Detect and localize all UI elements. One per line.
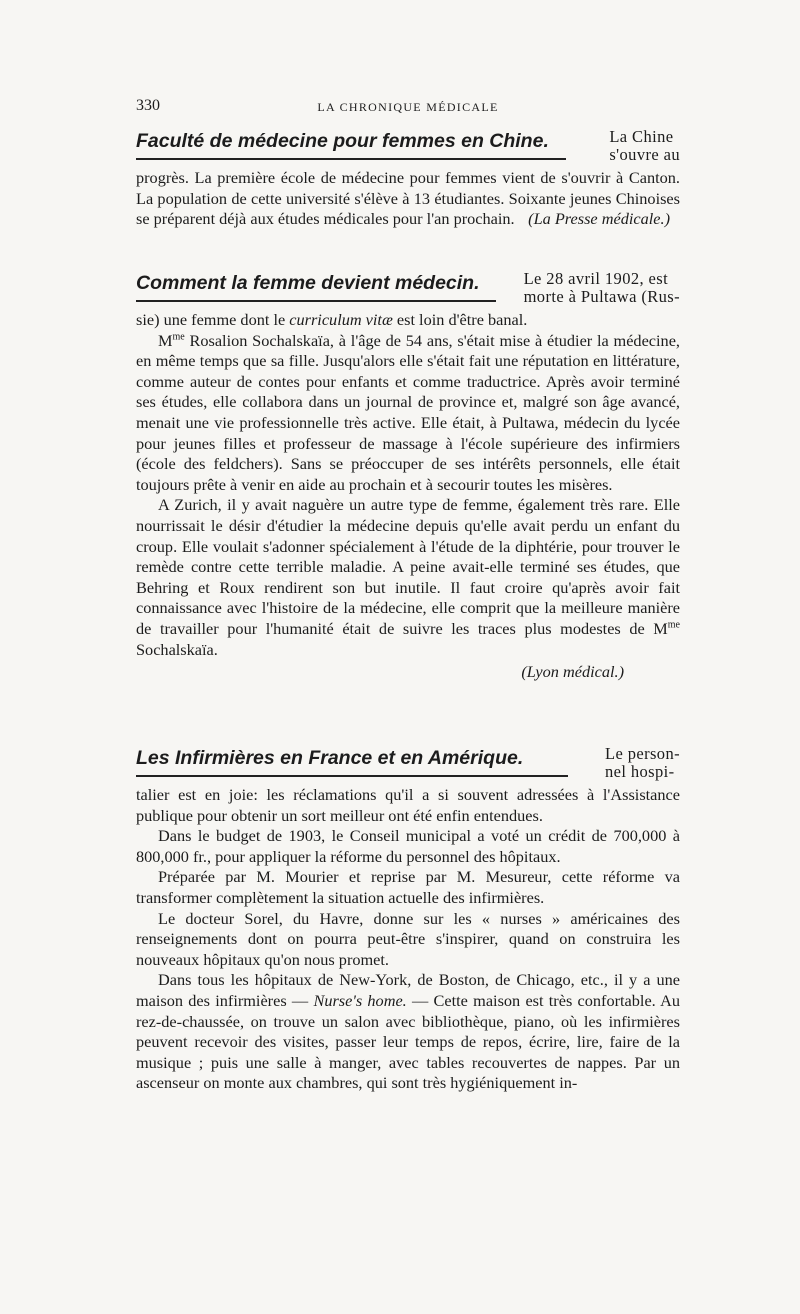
article-title: Les Infirmières en France et en Amérique. [136,747,524,769]
title-aside [524,270,680,306]
title-underline [136,158,566,160]
text-run: Dans tous les hôpitaux de New-York, de Boston, de Chicago, etc., il y a une maison des infirmières — [136,970,680,1010]
journal-title: LA CHRONIQUE MÉDICALE [317,100,499,114]
aside-line: Le person- [604,744,680,763]
text-run: sie) une femme dont le [136,310,290,329]
article-heading-row [136,270,680,310]
aside-line: s'ouvre au [609,145,680,164]
article-heading-row [136,745,680,785]
article-femme-medecin [136,270,680,683]
title-aside [609,128,680,164]
article-heading-row [136,128,680,168]
paragraph: Préparée par M. Mourier et reprise par M. Mesureur, cette réforme va transformer complètement la situation actuelle des infirmières. [136,867,680,907]
text-run: — Cette maison est très confortable. Au rez-de-chaussée, on trouve un salon avec bibliothèque, piano, où les infirmières peuvent recevoir des visites, passer leur temps de repos, écrire, lire, faire de la musique ; puis une salle à manger, avec tables recouvertes de nappes. Par un ascenseur on monte aux chambres, qui sont très hygiéniquement in- [136,990,680,1093]
text-run: M [653,618,668,638]
paragraph [136,310,680,331]
aside-line: nel hospi- [604,762,675,781]
article-source: (La Presse médicale.) [528,209,670,229]
article-title: Faculté de médecine pour femmes en Chine. [136,130,549,152]
text-run: A Zurich, il y avait naguère un autre type de femme, également très rare. Elle nourrissait le désir d'étudier la médecine depuis qu'elle avait perdu un enfant du croup. Elle voulait s'adonner spécialement à l'étude de la diphtérie, pour trouver le remède contre cette terrible maladie. A peine avait-elle terminé ses études, que Behring et Roux rendirent son but inutile. Il faut croire qu'après avoir fait connaissance avec l'histoire de la médecine, elle comprit que la meilleure manière de travailler pour l'humanité était de suivre les traces plus modestes de [136,495,680,638]
paragraph: talier est en joie: les réclamations qu'il a si souvent adressées à l'Assistance publique pour obtenir un sort meilleur ont été enfin entendues. [136,785,680,825]
text-run: Sochalskaïa. [136,639,218,659]
title-aside [605,745,680,781]
italic-term: curriculum vitæ [289,310,393,329]
paragraph [136,331,680,496]
aside-line: morte à Pultawa (Rus- [523,287,680,306]
aside-line: Le 28 avril 1902, est [523,269,669,288]
text-run: est loin d'être banal. [392,310,528,329]
paragraph [136,970,680,1094]
paragraph [136,495,680,660]
article-infirmieres [136,745,680,1094]
article-china [136,128,680,230]
paragraph: Le docteur Sorel, du Havre, donne sur les « nurses » américaines des renseignements dont on pourra peut-être s'inspirer, quand on construira les nouveaux hôpitaux qu'on nous promet. [136,908,680,969]
paragraph: Dans le budget de 1903, le Conseil municipal a voté un crédit de 700,000 à 800,000 fr., pour appliquer la réforme du personnel des hôpitaux. [136,826,680,866]
text-run: Rosalion Sochalskaïa, à l'âge de 54 ans, s'était mise à étudier la médecine, en même temps que sa fille. Jusqu'alors elle s'était fait une réputation en littérature, comme auteur de contes pour enfants et comme traductrice. Après avoir terminé ses études, elle collabora dans un journal de province et, malgré son âge avancé, menait une vie professionnelle très active. Elle était, à Pultawa, médecin du lycée pour jeunes filles et professeur de massage à l'école supérieure des infirmiers (école des feldchers). Sans se préoccuper de ses intérêts personnels, elle était toujours prête à venir en aide au prochain et à secourir toutes les misères. [136,330,680,494]
title-underline [136,775,568,777]
italic-term: Nurse's home. [313,990,407,1010]
aside-line: La Chine [609,127,674,146]
article-title: Comment la femme devient médecin. [136,272,480,294]
article-source: (Lyon médical.) [521,662,624,682]
title-underline [136,300,496,302]
superscript: me [667,619,680,631]
page-number: 330 [136,97,160,114]
running-header [136,97,680,117]
paragraph: progrès. La première école de médecine pour femmes vient de s'ouvrir à Canton. La population de cette université s'élève à 13 étudiantes. Soixante jeunes Chinoises se préparent déjà aux études médicales pour l'an prochain. [136,168,680,229]
superscript: me [172,331,185,343]
text-run: M [158,330,173,350]
